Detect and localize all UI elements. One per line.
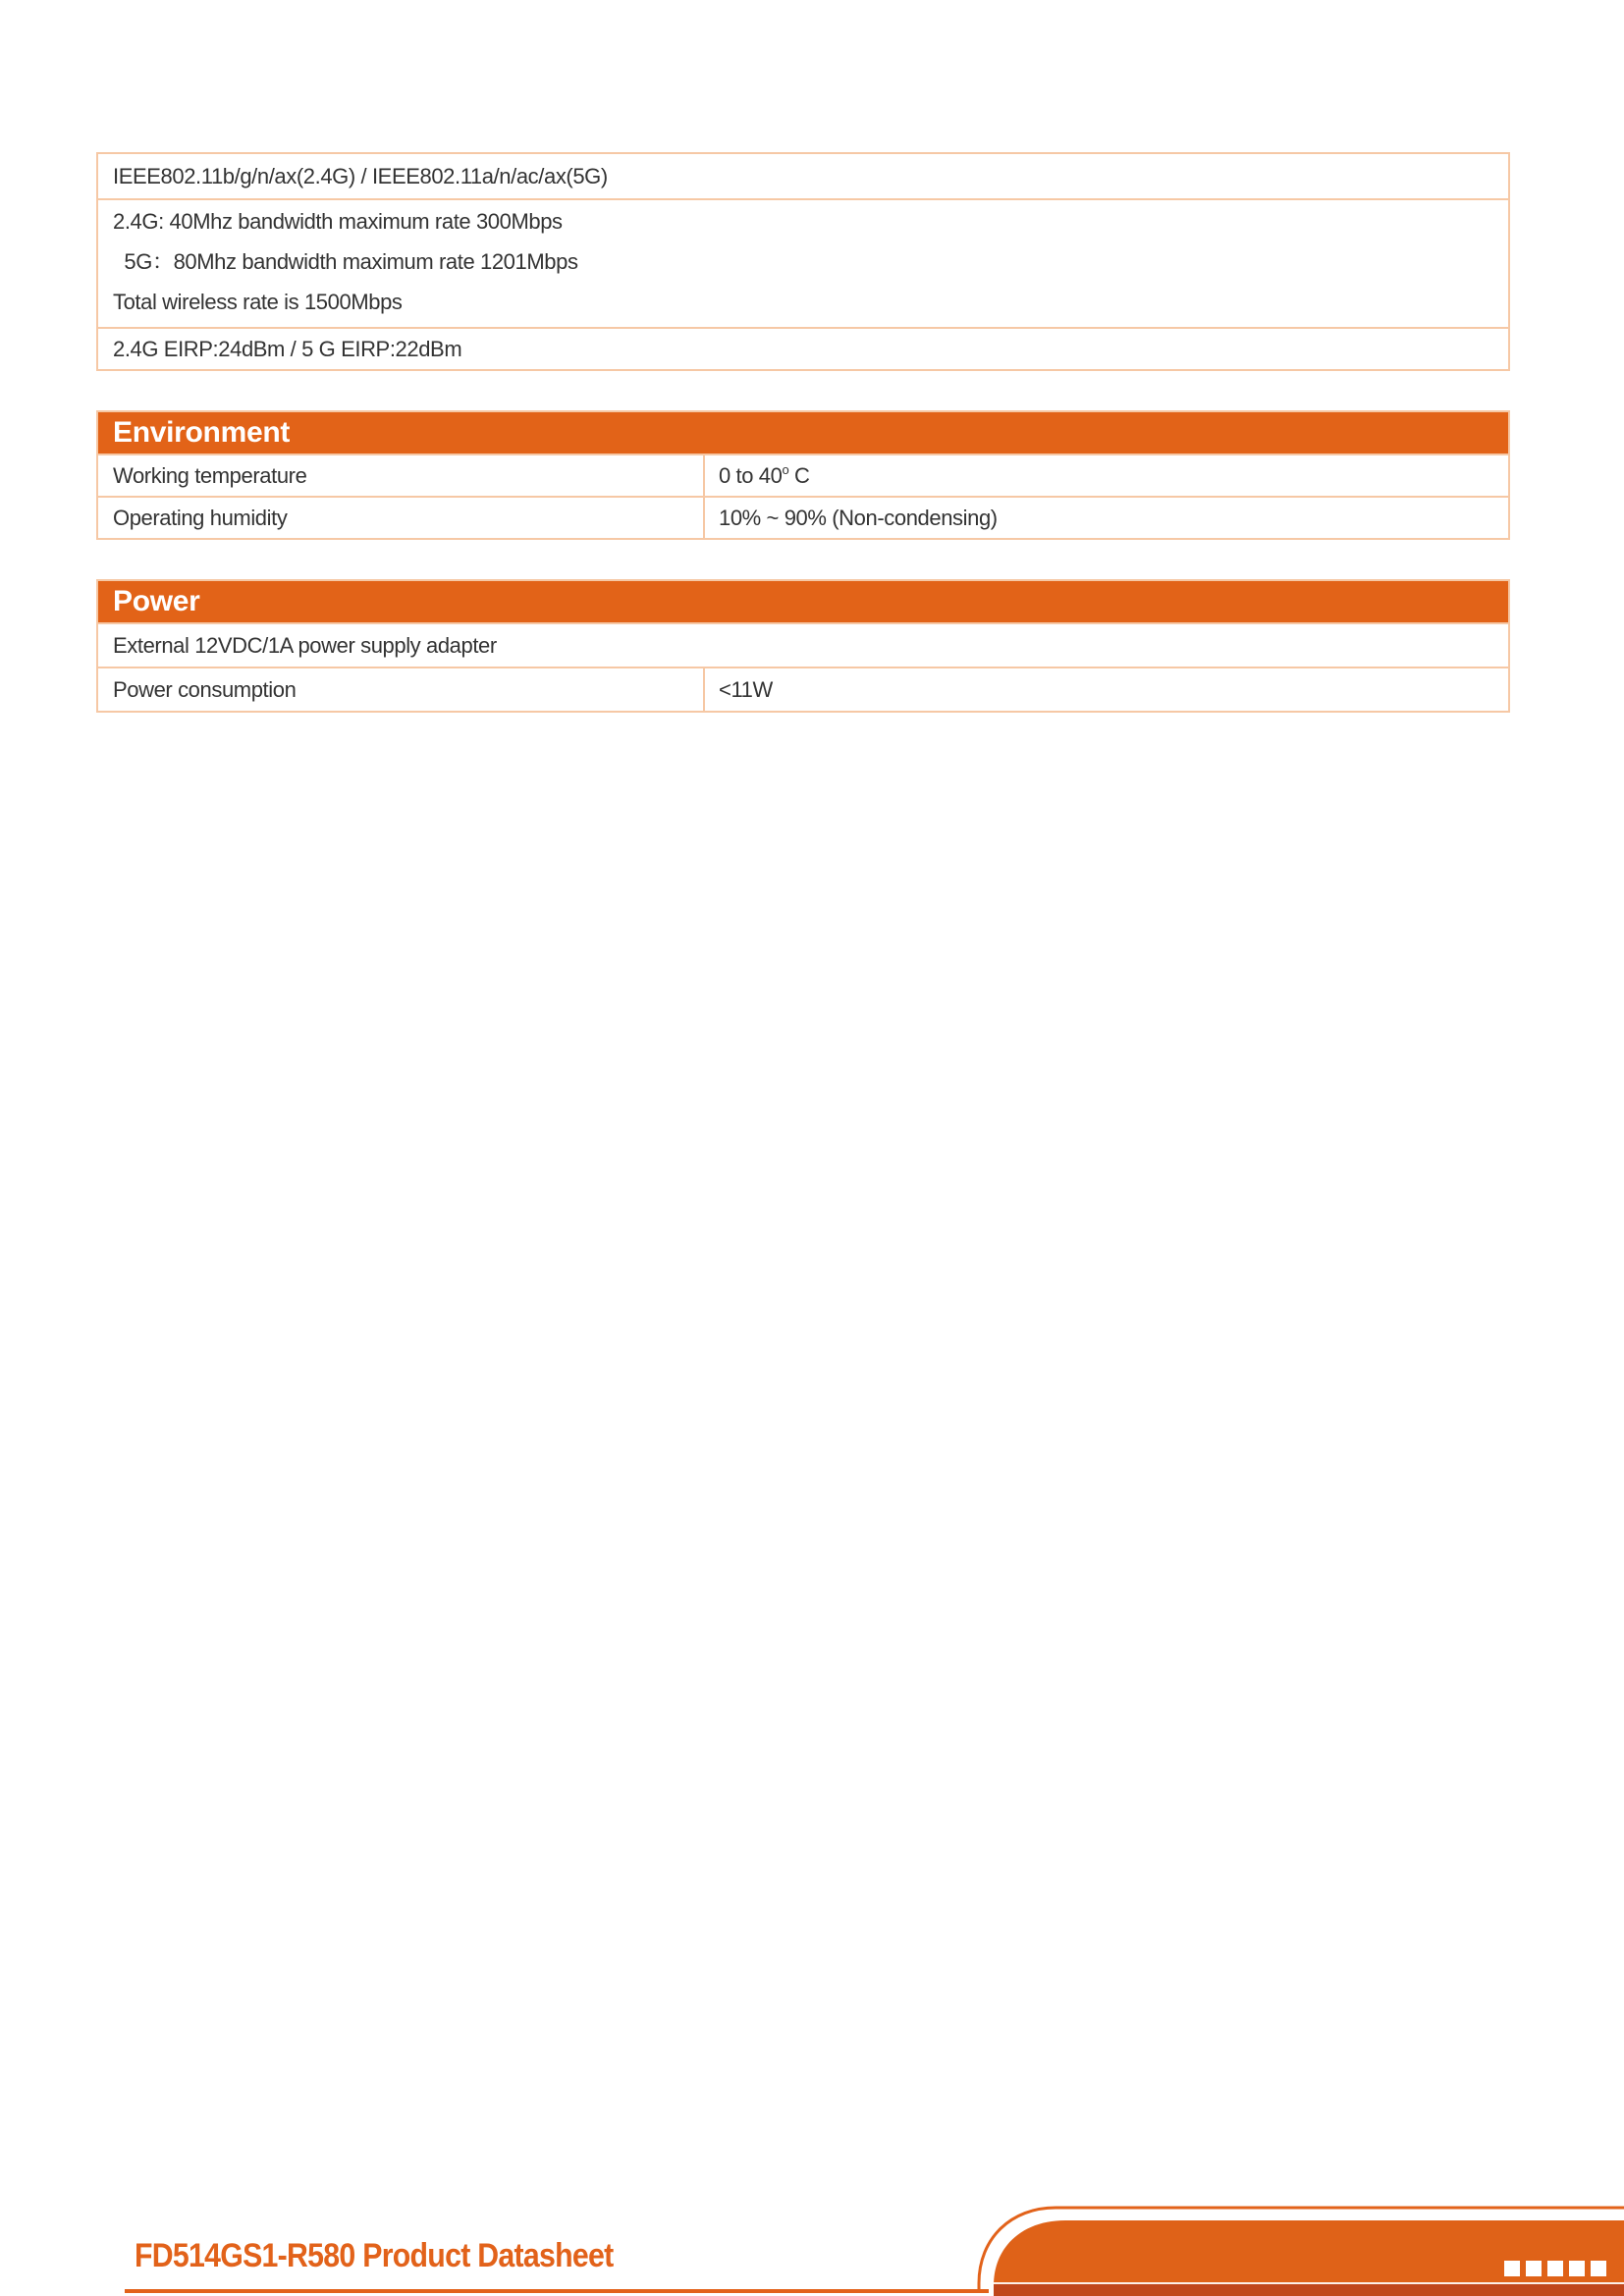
square-icon (1504, 2261, 1520, 2276)
temperature-unit: C (788, 462, 810, 488)
table-row (98, 154, 1508, 198)
wireless-rates-cell (98, 200, 1508, 327)
degree-symbol: o (782, 461, 789, 477)
rate-total: Total wireless rate is 1500Mbps (113, 290, 403, 314)
square-icon (1526, 2261, 1542, 2276)
wireless-eirp: 2.4G EIRP:24dBm / 5 G EIRP:22dBm (113, 336, 462, 361)
row-label: Working temperature (98, 455, 705, 496)
rate-5g: 5G：80Mhz bandwidth maximum rate 1201Mbps (113, 249, 578, 274)
rate-2-4g: 2.4G: 40Mhz bandwidth maximum rate 300Mbps (113, 209, 563, 234)
footer-decoration (943, 2189, 1624, 2296)
power-adapter: External 12VDC/1A power supply adapter (113, 632, 497, 658)
table-row (98, 622, 1508, 667)
footer-document-title: FD514GS1-R580 Product Datasheet (135, 2237, 614, 2274)
wireless-standards: IEEE802.11b/g/n/ax(2.4G) / IEEE802.11a/n/ac/ax(5G) (113, 163, 608, 188)
section-title-environment: Environment (98, 412, 1508, 454)
row-value: <11W (719, 676, 773, 702)
wireless-spec-table (96, 152, 1510, 371)
row-label: Operating humidity (98, 498, 705, 538)
power-table (96, 579, 1510, 713)
temperature-range: 0 to 40 (719, 462, 783, 488)
footer-underline (125, 2289, 989, 2293)
row-value: 10% ~ 90% (Non-condensing) (719, 505, 998, 530)
row-label: Power consumption (98, 668, 705, 711)
table-row (98, 454, 1508, 496)
table-row (98, 198, 1508, 327)
table-row (98, 496, 1508, 538)
square-icon (1547, 2261, 1563, 2276)
row-value (705, 455, 1508, 496)
table-row (98, 667, 1508, 711)
table-row (98, 327, 1508, 369)
environment-table (96, 410, 1510, 540)
section-title-power: Power (98, 581, 1508, 622)
footer-squares (1504, 2261, 1606, 2276)
square-icon (1569, 2261, 1585, 2276)
square-icon (1591, 2261, 1606, 2276)
